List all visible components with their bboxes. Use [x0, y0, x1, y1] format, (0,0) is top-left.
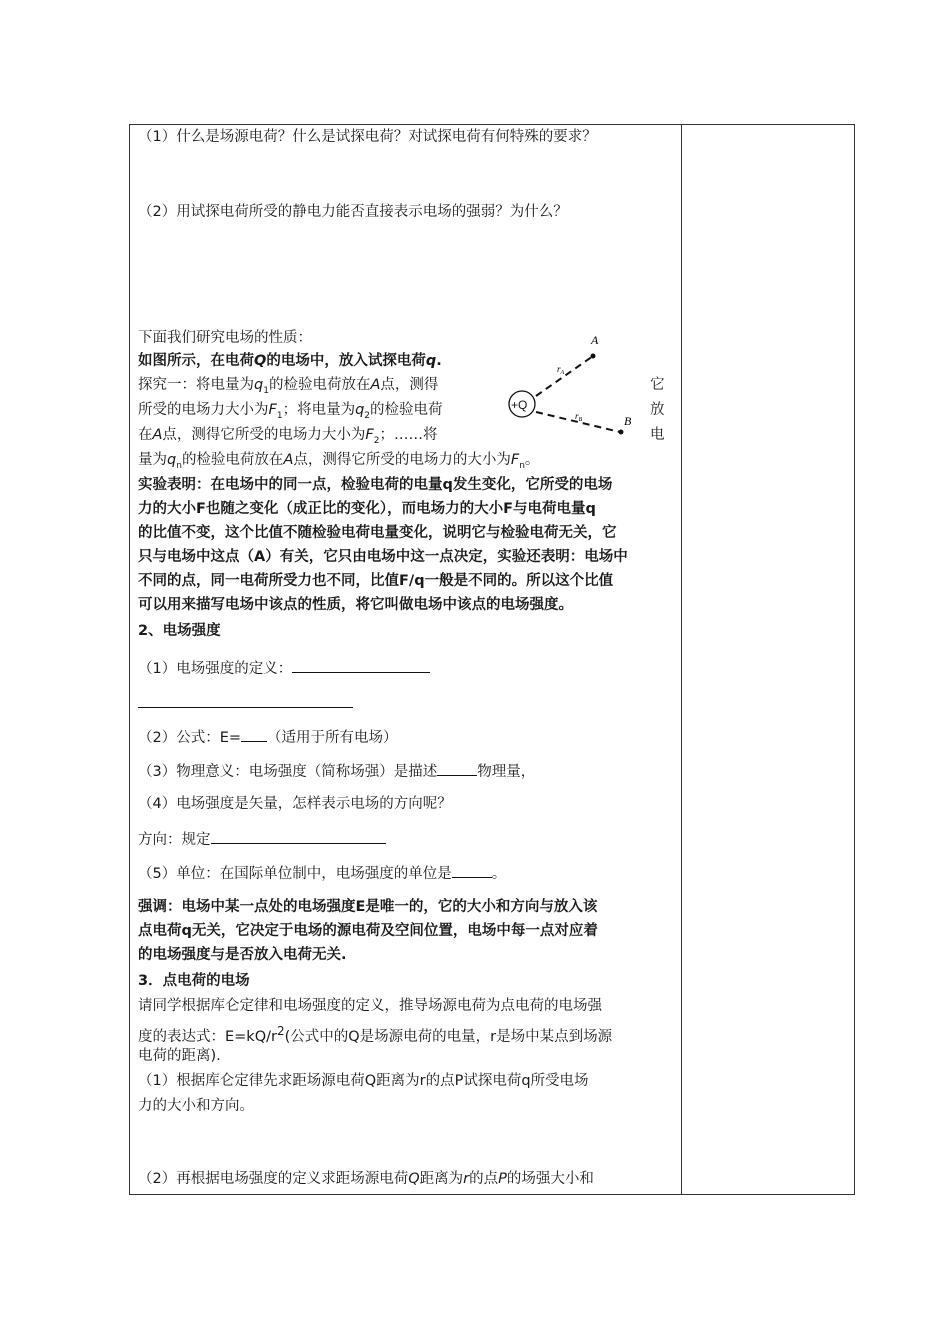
source-charge-label: +Q — [511, 398, 528, 412]
vector-line: （4）电场强度是矢量，怎样表示电场的方向呢？ — [138, 796, 452, 812]
experiment-line-1: 探究一：将电量为$q_1$的检验电荷放在A点，测得 — [138, 377, 439, 396]
formula-line: （2）公式：E= （适用于所有电场） — [138, 725, 398, 749]
experiment-line-3: 在A点，测得它所受的电场力大小为$F_2$；……将 — [138, 427, 438, 446]
conclusion-line-1: 实验表明：在电场中的同一点，检验电荷的电量q发生变化，它所受的电场 — [138, 477, 613, 493]
emphasis-line-3: 的电场强度与是否放入电荷无关. — [138, 947, 347, 963]
question-2: （2）用试探电荷所受的静电力能否直接表示电场的强弱？为什么？ — [138, 204, 568, 220]
wrap-char-1: 它 — [650, 377, 665, 393]
rB-label: $r_B$ — [575, 411, 583, 423]
section-2-heading: 2、电场强度 — [138, 623, 221, 639]
direction-blank[interactable] — [211, 827, 386, 844]
definition-blank-line-2[interactable] — [138, 707, 353, 708]
section-3-heading: 3．点电荷的电场 — [138, 973, 250, 989]
wrap-char-2: 放 — [650, 402, 665, 418]
unit-blank[interactable] — [452, 861, 492, 878]
wrap-char-3: 电 — [650, 427, 665, 443]
derive-line-3: 电荷的距离). — [138, 1048, 221, 1064]
derive-line-2: 度的表达式：$E=kQ/r^2$(公式中的Q是场源电荷的电量，r是场中某点到场源 — [138, 1024, 613, 1045]
step-1-line-2: 力的大小和方向。 — [138, 1098, 254, 1114]
intro-text: 下面我们研究电场的性质： — [138, 330, 312, 346]
conclusion-line-4: 只与电场中这点（A）有关，它只由电场中这一点决定，实验还表明：电场中 — [138, 549, 628, 565]
rA-label: $r_A$ — [557, 364, 565, 376]
meaning-line: （3）物理意义：电场强度（简称场强）是描述 物理量， — [138, 759, 535, 783]
question-1: （1）什么是场源电荷？什么是试探电荷？对试探电荷有何特殊的要求？ — [138, 129, 597, 145]
conclusion-line-3: 的比值不变，这个比值不随检验电荷电量变化，说明它与检验电荷无关，它 — [138, 525, 617, 541]
conclusion-line-2: 力的大小F也随之变化（成正比的变化），而电场力的大小F与电荷电量q — [138, 501, 596, 517]
point-charge-figure — [500, 328, 650, 443]
point-A-label: A — [591, 333, 599, 347]
derive-line-1: 请同学根据库仑定律和电场强度的定义，推导场源电荷为点电荷的电场强 — [138, 998, 602, 1014]
definition-line: （1）电场强度的定义： — [138, 656, 430, 680]
point-B-label: B — [624, 414, 632, 428]
experiment-line-4: 量为$q_n$的检验电荷放在A点，测得它所受的电场力的大小为$F_n$。 — [138, 452, 540, 471]
step-1-line-1: （1）根据库仑定律先求距场源电荷Q距离为r的点P试探电荷q所受电场 — [138, 1073, 589, 1089]
emphasis-line-1: 强调：电场中某一点处的电场强度E是唯一的，它的大小和方向与放入该 — [138, 899, 598, 915]
conclusion-line-6: 可以用来描写电场中该点的性质，将它叫做电场中该点的电场强度。 — [138, 597, 573, 613]
setup-text: 如图所示，在电荷Q的电场中，放入试探电荷q. — [138, 353, 442, 369]
step-2-line: （2）再根据电场强度的定义求距场源电荷Q距离为r的点P的场强大小和 — [138, 1171, 594, 1187]
unit-line: （5）单位：在国际单位制中，电场强度的单位是 。 — [138, 861, 506, 885]
formula-blank[interactable] — [241, 725, 267, 742]
point-A-dot — [591, 354, 596, 359]
point-B-dot — [619, 430, 624, 435]
conclusion-line-5: 不同的点，同一电荷所受力也不同，比值F/q一般是不同的。所以这个比值 — [138, 573, 614, 589]
column-divider — [681, 124, 682, 1195]
meaning-blank[interactable] — [437, 759, 477, 776]
emphasis-line-2: 点电荷q无关，它决定于电场的源电荷及空间位置，电场中每一点对应着 — [138, 923, 598, 939]
definition-blank[interactable] — [292, 656, 430, 673]
ray-to-A — [536, 356, 593, 396]
direction-line: 方向：规定 — [138, 827, 386, 851]
experiment-line-2: 所受的电场力大小为$F_1$；将电量为$q_2$的检验电荷 — [138, 402, 443, 421]
